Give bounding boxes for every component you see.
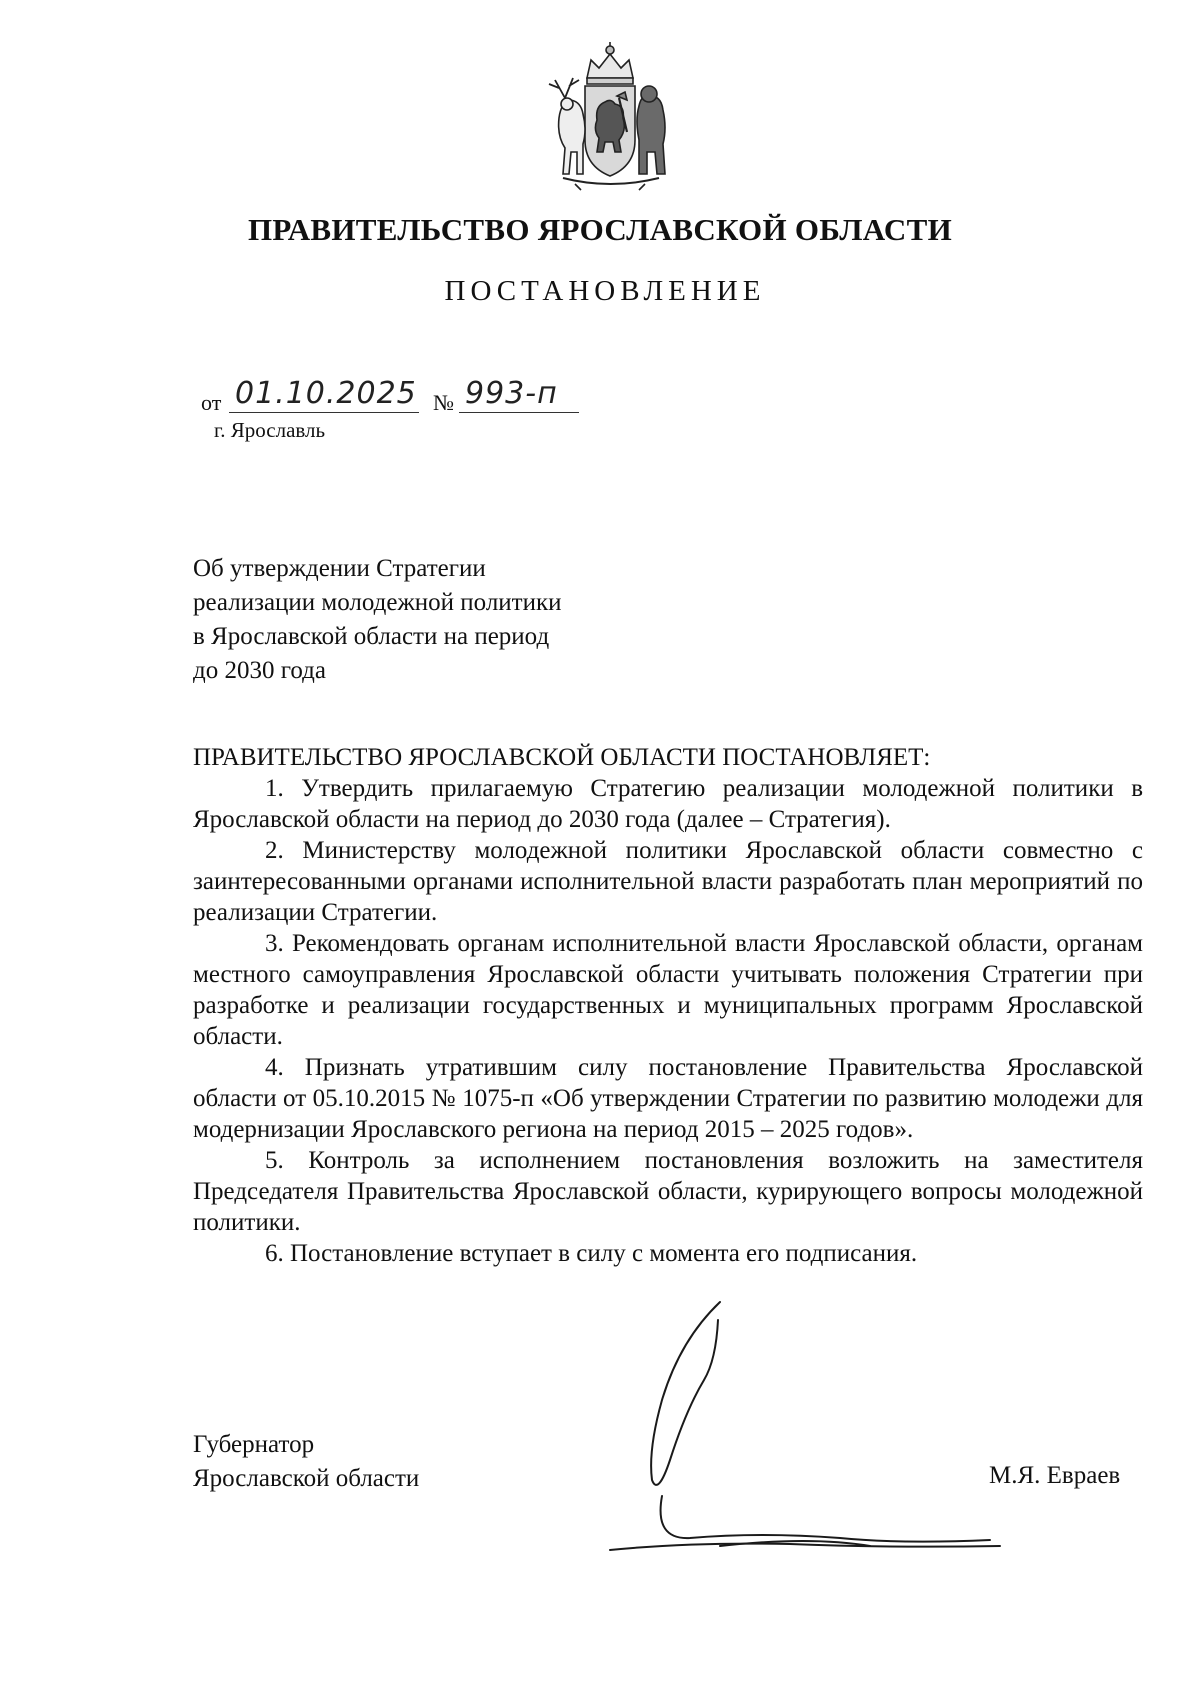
subject-line: в Ярославской области на период bbox=[193, 623, 550, 650]
handwritten-signature bbox=[570, 1300, 1070, 1560]
document-body bbox=[193, 742, 1143, 1269]
signatory-position bbox=[193, 1428, 419, 1496]
signatory-position-line: Ярославской области bbox=[193, 1465, 420, 1492]
city-label: г. Ярославль bbox=[214, 418, 326, 442]
signatory-name: М.Я. Евраев bbox=[989, 1462, 1121, 1489]
resolution-item: 3. Рекомендовать органам исполнительной власти Ярославской области, органам местного самоуправления Ярославской области учитывать положения Стратегии при разработке и реализации государственных и муниципальных программ Ярославской области. bbox=[193, 930, 1143, 1050]
document-number: 993-п bbox=[465, 376, 558, 411]
resolution-item: 6. Постановление вступает в силу с момента его подписания. bbox=[265, 1240, 918, 1267]
date-prefix: от bbox=[201, 390, 222, 415]
resolution-item: 2. Министерству молодежной политики Ярославской области совместно с заинтересованными органами исполнительной власти разработать план мероприятий по реализации Стратегии. bbox=[193, 837, 1143, 926]
subject-line: Об утверждении Стратегии bbox=[193, 555, 486, 582]
resolution-item: 1. Утвердить прилагаемую Стратегию реализации молодежной политики в Ярославской области на период до 2030 года (далее – Стратегия). bbox=[193, 775, 1143, 833]
signatory-position-line: Губернатор bbox=[193, 1431, 315, 1458]
coat-of-arms-emblem bbox=[535, 40, 685, 192]
organization-title: ПРАВИТЕЛЬСТВО ЯРОСЛАВСКОЙ ОБЛАСТИ bbox=[248, 212, 952, 247]
document-subject bbox=[193, 552, 753, 688]
number-field bbox=[459, 376, 579, 413]
subject-line: реализации молодежной политики bbox=[193, 589, 562, 616]
resolution-item: 4. Признать утратившим силу постановление Правительства Ярославской области от 05.10.2015 № 1075-п «Об утверждении Стратегии по развитию молодежи для модернизации Ярославского региона на период 2015 – 2025 годов». bbox=[193, 1054, 1143, 1143]
resolution-lead: ПРАВИТЕЛЬСТВО ЯРОСЛАВСКОЙ ОБЛАСТИ ПОСТАНОВЛЯЕТ: bbox=[193, 744, 931, 771]
document-type-title: ПОСТАНОВЛЕНИЕ bbox=[444, 275, 766, 307]
document-date: 01.10.2025 bbox=[235, 376, 417, 411]
subject-line: до 2030 года bbox=[193, 657, 326, 684]
date-field bbox=[229, 376, 419, 413]
number-prefix: № bbox=[433, 390, 454, 415]
resolution-item: 5. Контроль за исполнением постановления возложить на заместителя Председателя Правительства Ярославской области, курирующего вопросы молодежной политики. bbox=[193, 1147, 1143, 1236]
